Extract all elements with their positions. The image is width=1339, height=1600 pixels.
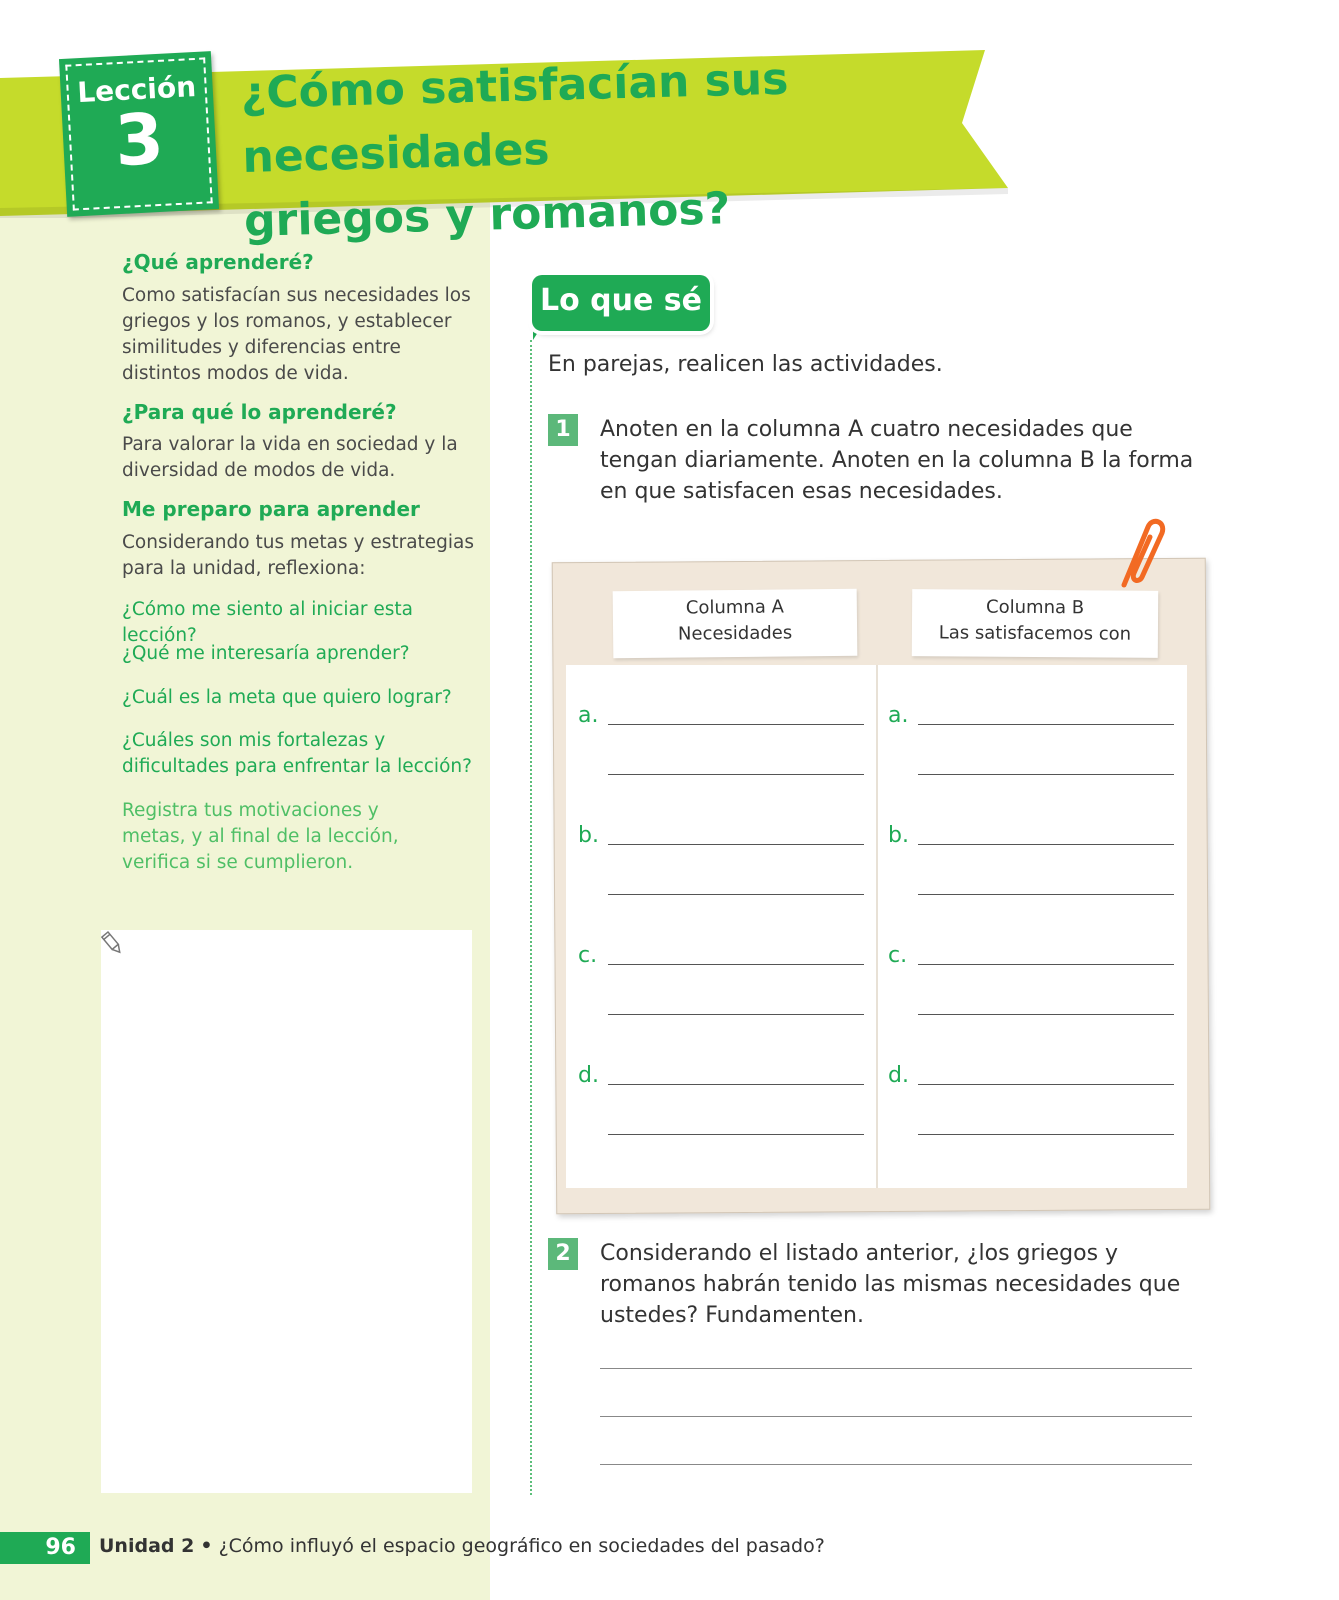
section-tag-label: Lo que sé — [540, 283, 702, 318]
answer-line[interactable] — [608, 724, 864, 725]
section-divider — [530, 340, 532, 1495]
row-letter-d: d. — [888, 1063, 909, 1088]
row-letter-b: b. — [578, 823, 599, 848]
reflection-question: ¿Cuál es la meta que quiero lograr? — [122, 687, 452, 708]
answer-line[interactable] — [918, 724, 1174, 725]
page-number: 96 — [0, 1532, 90, 1564]
row-letter-b: b. — [888, 823, 909, 848]
unit-label: Unidad 2 — [99, 1535, 195, 1557]
section-intro: En parejas, realicen las actividades. — [548, 352, 943, 377]
answer-line[interactable] — [608, 1084, 864, 1085]
reflection-question: ¿Cuáles son mis fortalezas y dificultades para enfrentar la lección? — [122, 730, 472, 777]
answer-line[interactable] — [918, 844, 1174, 845]
column-b-subtitle: Las satisfacemos con — [938, 622, 1132, 645]
answer-line[interactable] — [918, 1084, 1174, 1085]
activity-number: 1 — [548, 414, 578, 446]
answer-line[interactable] — [600, 1464, 1192, 1465]
answer-line[interactable] — [600, 1368, 1192, 1369]
answer-line[interactable] — [918, 1014, 1174, 1015]
row-letter-d: d. — [578, 1063, 599, 1088]
column-divider — [876, 665, 878, 1188]
answer-line[interactable] — [918, 964, 1174, 965]
row-letter-a: a. — [578, 703, 599, 728]
lesson-number: 3 — [112, 97, 166, 183]
row-letter-c: c. — [578, 943, 598, 968]
activity-2-text: Considerando el listado anterior, ¿los griegos y romanos habrán tenido las mismas necesidades que ustedes? Fundamenten. — [600, 1241, 1181, 1328]
answer-line[interactable] — [918, 774, 1174, 775]
answer-line[interactable] — [608, 774, 864, 775]
answer-line[interactable] — [918, 1134, 1174, 1135]
answer-line[interactable] — [608, 844, 864, 845]
title-line-1: ¿Cómo satisfacían sus necesidades — [240, 53, 789, 183]
learn-text: Como satisfacían sus necesidades los griegos y los romanos, y establecer similitudes y diferencias entre distintos modos de vida. — [122, 285, 471, 384]
lesson-title — [240, 43, 985, 254]
footer-bullet: • — [200, 1535, 213, 1557]
pencil-icon — [101, 930, 123, 956]
purpose-heading: ¿Para qué lo aprenderé? — [122, 400, 397, 424]
lesson-badge — [59, 51, 219, 217]
record-note: Registra tus motivaciones y metas, y al final de la lección, verifica si se cumplieron. — [122, 800, 399, 873]
answer-line[interactable] — [608, 1014, 864, 1015]
reflection-question: ¿Qué me interesaría aprender? — [122, 643, 410, 664]
row-letter-a: a. — [888, 703, 909, 728]
answer-line[interactable] — [918, 894, 1174, 895]
activity-1-text: Anoten en la columna A cuatro necesidades que tengan diariamente. Anoten en la columna B la forma en que satisfacen esas necesidades. — [600, 417, 1194, 504]
section-tag — [532, 275, 710, 331]
activity-number: 2 — [548, 1238, 578, 1270]
column-a-title: Columna A — [685, 596, 784, 619]
answer-line[interactable] — [608, 964, 864, 965]
prepare-heading: Me preparo para aprender — [122, 497, 420, 521]
unit-question: ¿Cómo influyó el espacio geográfico en sociedades del pasado? — [218, 1535, 825, 1557]
notes-writing-area[interactable] — [101, 930, 472, 1493]
row-letter-c: c. — [888, 943, 908, 968]
footer-unit-title — [99, 1535, 825, 1557]
answer-line[interactable] — [608, 1134, 864, 1135]
column-b-title: Columna B — [986, 596, 1085, 619]
purpose-text: Para valorar la vida en sociedad y la diversidad de modos de vida. — [122, 434, 458, 481]
answer-line[interactable] — [608, 894, 864, 895]
lesson-label: Lección — [76, 69, 197, 110]
answer-line[interactable] — [600, 1416, 1192, 1417]
paperclip-icon — [1110, 515, 1170, 590]
learn-heading: ¿Qué aprenderé? — [122, 250, 314, 274]
column-b-header — [912, 589, 1158, 658]
column-a-header — [613, 589, 858, 659]
reflection-question: ¿Cómo me siento al iniciar esta lección? — [122, 599, 414, 646]
title-line-2: griegos y romanos? — [243, 183, 731, 247]
prepare-text: Considerando tus metas y estrategias para la unidad, reflexiona: — [122, 532, 475, 579]
column-a-subtitle: Necesidades — [677, 622, 793, 645]
